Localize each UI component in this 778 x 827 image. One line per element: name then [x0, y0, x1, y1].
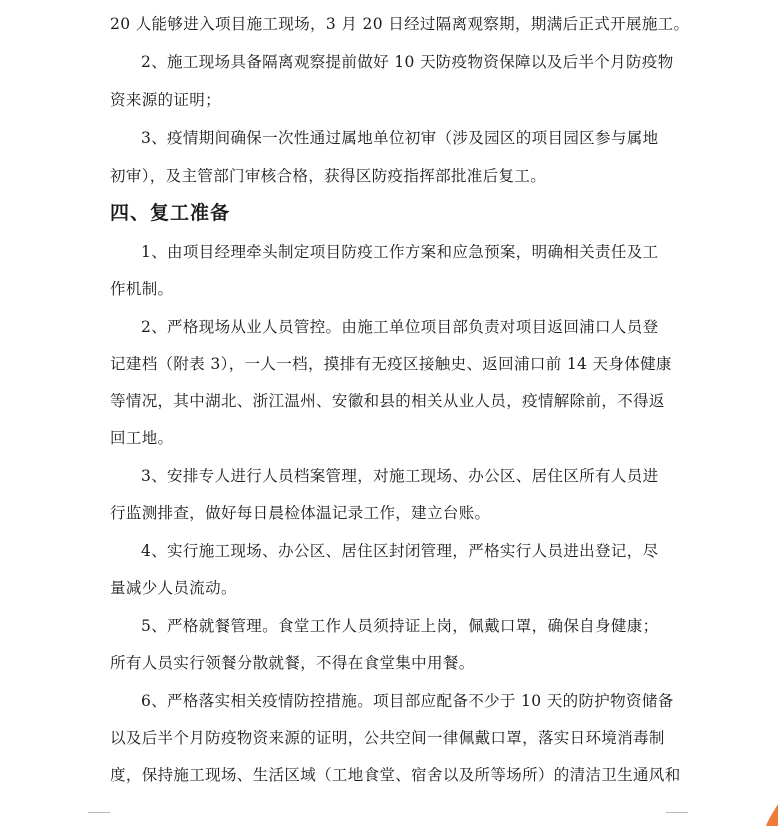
- section-item-2-line-3: 等情况，其中湖北、浙江温州、安徽和县的相关从业人员，疫情解除前，不得返: [110, 392, 665, 410]
- item-2-line-1: 2、施工现场具备隔离观察提前做好 10 天防疫物资保障以及后半个月防疫物: [141, 53, 674, 71]
- section-item-2-line-1: 2、严格现场从业人员管控。由施工单位项目部负责对项目返回浦口人员登: [141, 318, 659, 336]
- item-3-line-2: 初审），及主管部门审核合格，获得区防疫指挥部批准后复工。: [110, 167, 547, 185]
- section-item-1-line-2: 作机制。: [110, 280, 174, 298]
- section-item-5-line-1: 5、严格就餐管理。食堂工作人员须持证上岗，佩戴口罩，确保自身健康；: [141, 617, 659, 635]
- section-item-2-line-4: 回工地。: [110, 429, 174, 447]
- section-item-4-line-1: 4、实行施工现场、办公区、居住区封闭管理，严格实行人员进出登记，尽: [141, 542, 659, 560]
- para-continuation-line-1: 20 人能够进入项目施工现场，3 月 20 日经过隔离观察期，期满后正式开展施工。: [110, 15, 690, 33]
- section-item-1-line-1: 1、由项目经理牵头制定项目防疫工作方案和应急预案，明确相关责任及工: [141, 243, 659, 261]
- section-heading: 四、复工准备: [110, 202, 231, 224]
- section-item-5-line-2: 所有人员实行领餐分散就餐，不得在食堂集中用餐。: [110, 654, 475, 672]
- section-item-2-line-2: 记建档（附表 3），一人一档，摸排有无疫区接触史、返回浦口前 14 天身体健康: [110, 355, 672, 373]
- section-item-6-line-2: 以及后半个月防疫物资来源的证明，公共空间一律佩戴口罩，落实日环境消毒制: [110, 729, 665, 747]
- item-3-line-1: 3、疫情期间确保一次性通过属地单位初审（涉及园区的项目园区参与属地: [141, 129, 659, 147]
- section-item-3-line-2: 行监测排查，做好每日晨检体温记录工作，建立台账。: [110, 504, 491, 522]
- right-margin-corner-mark: [666, 812, 688, 827]
- left-margin-corner-mark: [88, 812, 110, 827]
- corner-decoration-icon: [766, 804, 778, 826]
- section-item-6-line-3: 度，保持施工现场、生活区域（工地食堂、宿舍以及所等场所）的清洁卫生通风和: [110, 766, 681, 784]
- section-item-6-line-1: 6、严格落实相关疫情防控措施。项目部应配备不少于 10 天的防护物资储备: [141, 692, 674, 710]
- section-item-3-line-1: 3、安排专人进行人员档案管理，对施工现场、办公区、居住区所有人员进: [141, 467, 659, 485]
- section-item-4-line-2: 量减少人员流动。: [110, 579, 237, 597]
- item-2-line-2: 资来源的证明；: [110, 91, 221, 109]
